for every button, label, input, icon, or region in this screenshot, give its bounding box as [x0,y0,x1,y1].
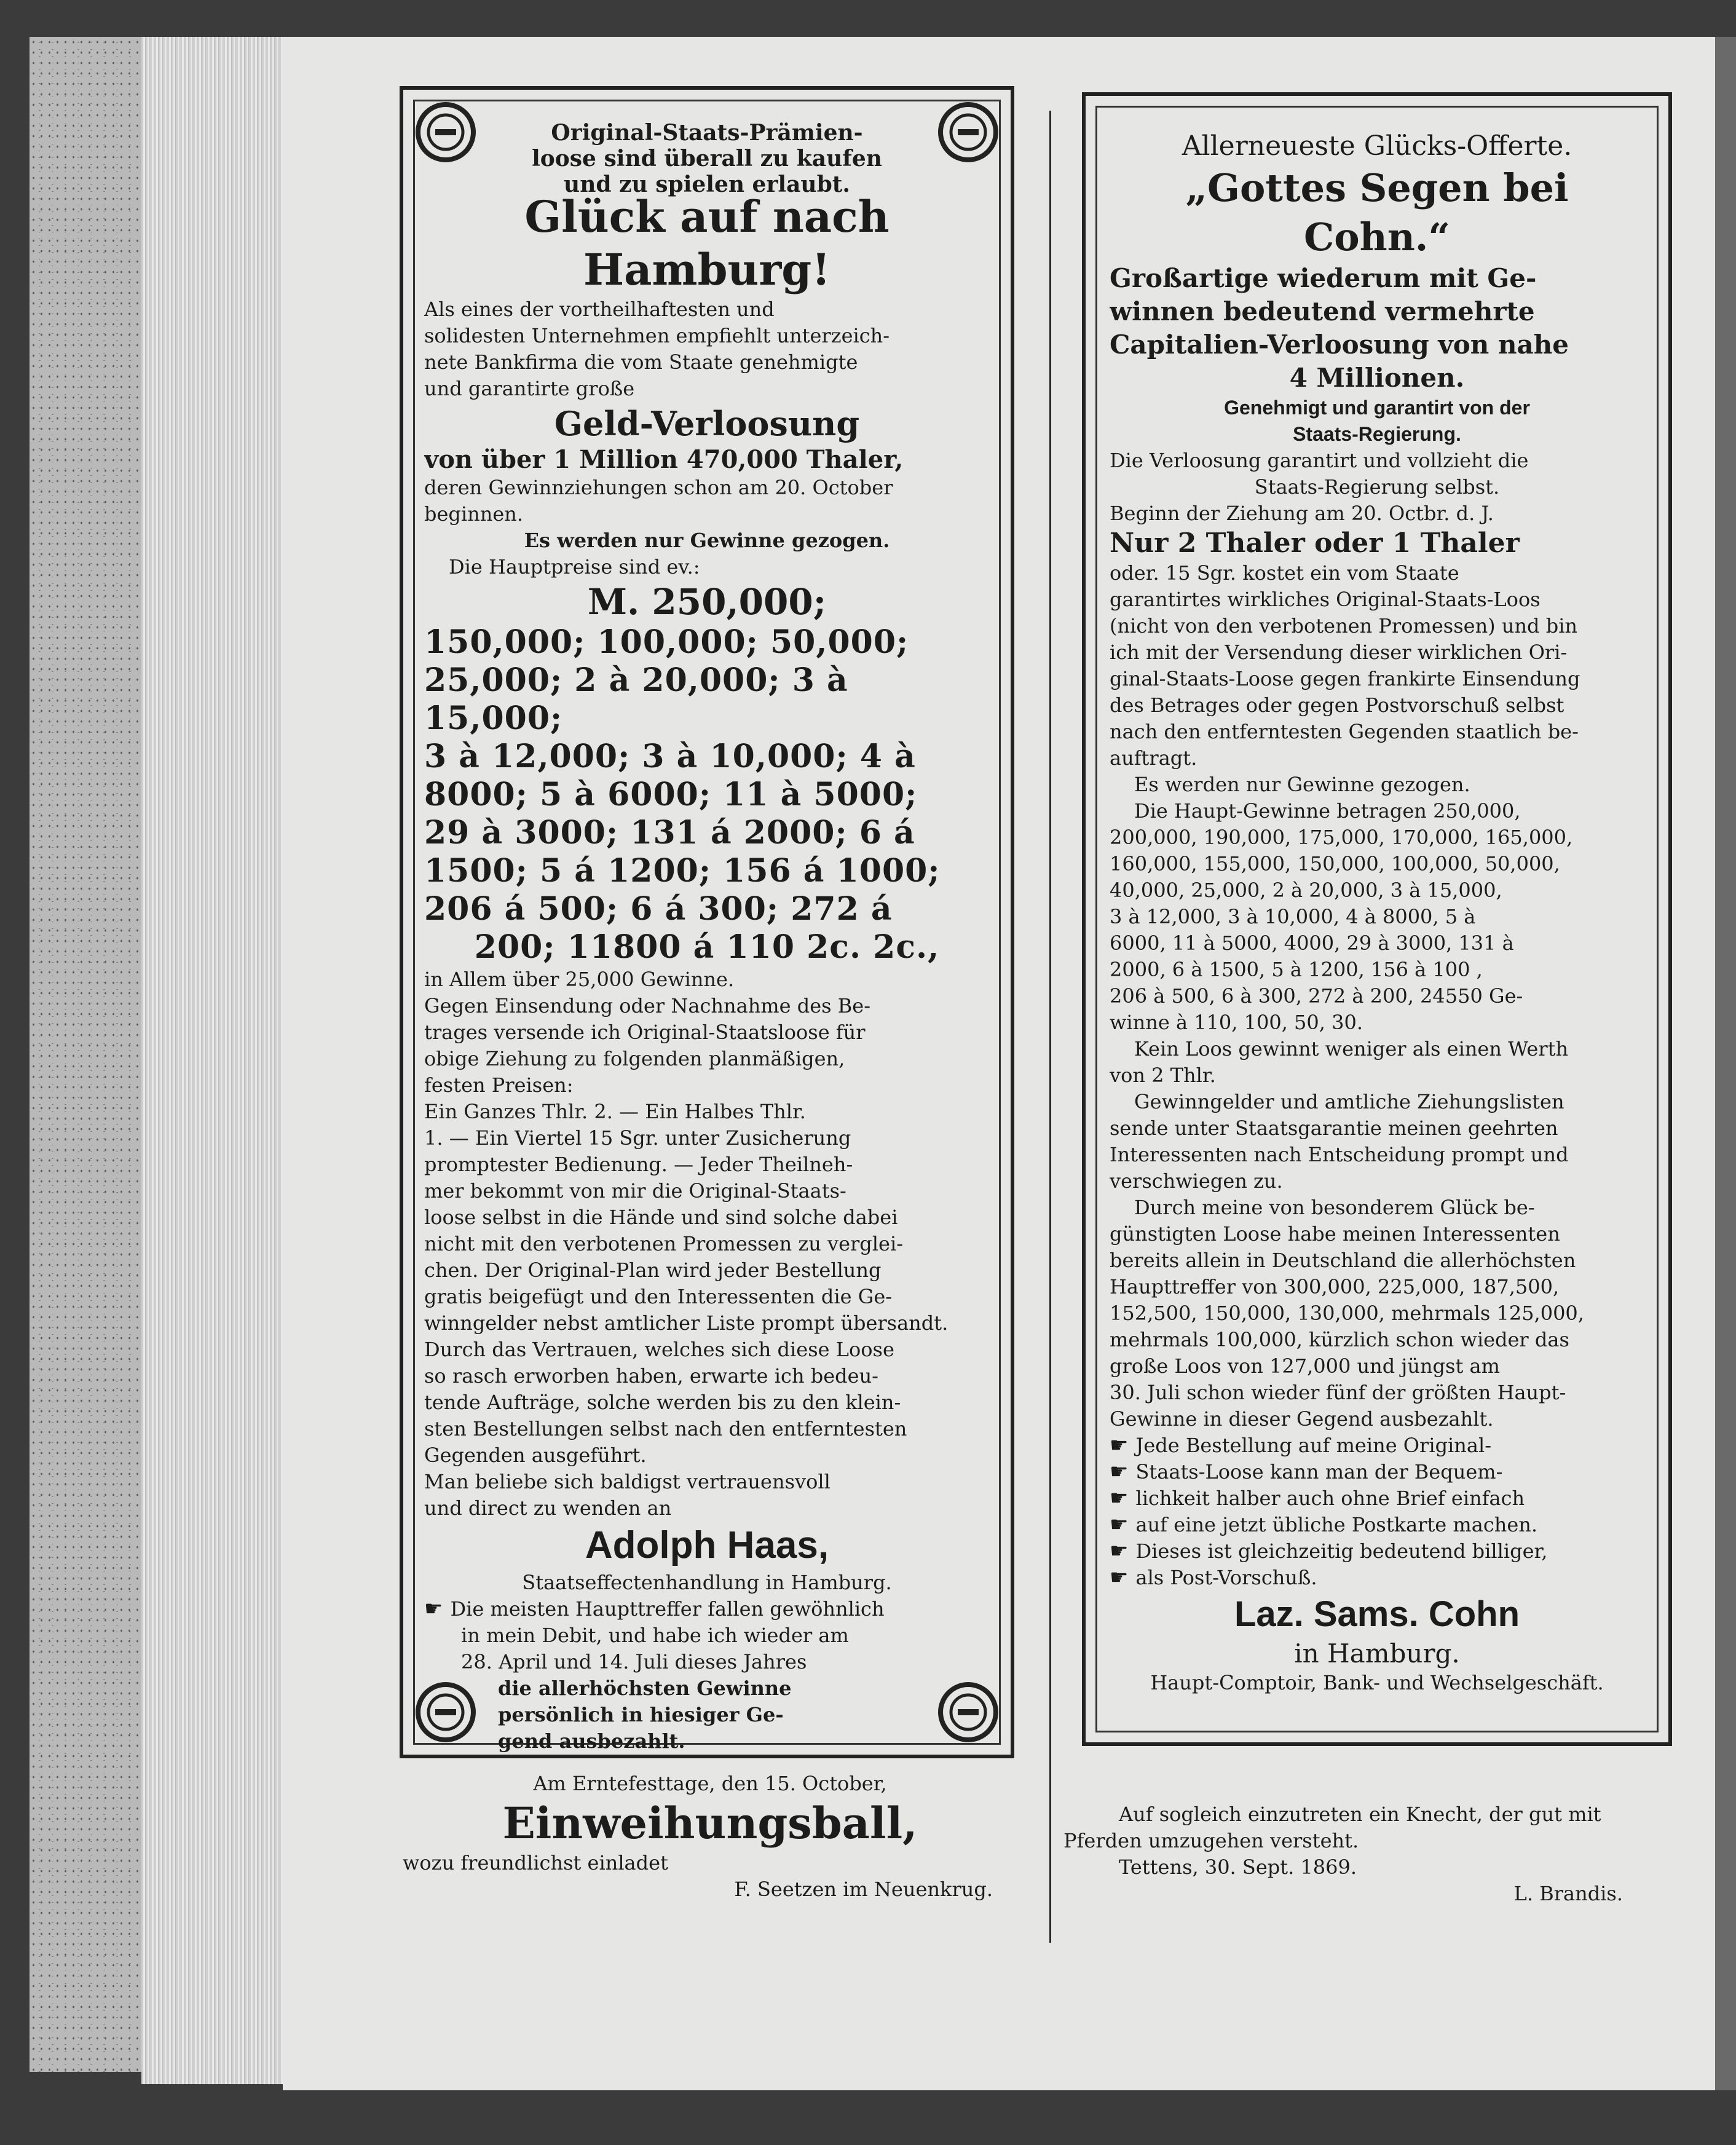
hand-line [1110,1512,1644,1538]
job-notice [1063,1801,1660,1918]
lead-line: 4 Millionen. [1289,363,1465,393]
hand-line-text: als Post-Vorschuß. [1135,1566,1317,1589]
intro-line: nete Bankfirma die vom Staate genehmigte [424,350,858,374]
page-gutter [1715,37,1736,2090]
lottery-title: Geld-Verloosung [554,404,860,443]
left-advertisement [400,86,1014,1758]
firm-name: Laz. Sams. Cohn [1234,1594,1520,1634]
body-line: (nicht von den verbotenen Promessen) und bin [1110,614,1578,638]
column-divider [1049,111,1051,1943]
prize-line: 150,000; 100,000; 50,000; [424,623,909,661]
body-line: mehrmals 100,000, kürzlich schon wieder das [1110,1328,1569,1351]
body-line: 40,000, 25,000, 2 à 20,000, 3 à 15,000, [1110,879,1502,902]
prize-line: 1500; 5 á 1200; 156 á 1000; [424,852,941,890]
body-line: 3 à 12,000, 3 à 10,000, 4 à 8000, 5 à [1110,905,1476,928]
body-line: Staats-Regierung selbst. [1254,475,1500,499]
prize-line: 25,000; 2 à 20,000; 3 à 15,000; [424,662,848,737]
book-cover [30,37,146,2072]
prize-line: 200; 11800 á 110 2c. 2c., [474,928,940,966]
body-line: bereits allein in Deutschland die allerhöchsten [1110,1249,1576,1272]
body-line: oder. 15 Sgr. kostet ein vom Staate [1110,561,1459,585]
body-line: chen. Der Original-Plan wird jeder Bestellung [424,1258,882,1282]
hand-line [1110,1565,1644,1591]
firm-subtitle: Staatseffectenhandlung in Hamburg. [522,1571,892,1594]
pointing-hand-icon: ☛ [1110,1460,1129,1484]
firm-name: Adolph Haas, [585,1524,829,1566]
approved-line: Staats-Regierung. [1293,423,1461,445]
lead-line: winnen bedeutend vermehrte [1110,296,1535,326]
body-line: mer bekommt von mir die Original-Staats- [424,1179,846,1203]
prize-total: in Allem über 25,000 Gewinne. [424,968,735,991]
body-line: tende Aufträge, solche werden bis zu den klein- [424,1391,901,1414]
body-line: Gewinne in dieser Gegend ausbezahlt. [1110,1407,1494,1431]
prize-line: 8000; 5 à 6000; 11 à 5000; [424,776,918,813]
body-line: Interessenten nach Entscheidung prompt und [1110,1143,1569,1166]
hand-line [1110,1432,1644,1459]
body-line: und direct zu wenden an [424,1496,672,1520]
body-line: günstigten Loose habe meinen Interessenten [1110,1222,1560,1246]
header-line: Allerneueste Glücks-Offerte. [1182,130,1572,162]
pointing-hand-icon: ☛ [1110,1539,1129,1563]
note-line: 28. April und 14. Juli dieses Jahres [461,1650,807,1673]
hand-line-text: Staats-Loose kann man der Bequem- [1135,1460,1503,1483]
body-line: auftragt. [1110,746,1197,770]
hand-line-text: auf eine jetzt übliche Postkarte machen. [1135,1513,1538,1536]
body-line: Durch meine von besonderem Glück be- [1134,1196,1535,1219]
right-advertisement [1082,92,1672,1746]
prize-line: 29 à 3000; 131 á 2000; 6 á [424,814,915,851]
body-line: ginal-Staats-Loose gegen frankirte Einsendung [1110,667,1580,690]
body-line: sende unter Staatsgarantie meinen geehrten [1110,1116,1558,1140]
body-line: Es werden nur Gewinne gezogen. [1134,773,1470,796]
ball-invite: wozu freundlichst einladet [403,1851,668,1874]
body-line: ich mit der Versendung dieser wirklichen Ori- [1110,641,1568,664]
lead-line: Großartige wiederum mit Ge- [1110,263,1537,293]
body-line: 206 à 500, 6 à 300, 272 à 200, 24550 Ge- [1110,984,1523,1008]
body-line: 30. Juli schon wieder fünf der größten Haupt- [1110,1381,1566,1404]
body-line: sten Bestellungen selbst nach den entferntesten [424,1417,907,1440]
page-edges [141,37,289,2084]
pointing-hand-icon: ☛ [1110,1512,1129,1537]
main-prizes-label: Die Hauptpreise sind ev.: [449,555,700,579]
pointing-hand-icon: ☛ [1110,1565,1129,1590]
body-line: winne à 110, 100, 50, 30. [1110,1011,1363,1034]
hand-line [1110,1459,1644,1485]
ball-date-line: Am Erntefesttage, den 15. October, [533,1772,887,1795]
prize-line: 3 à 12,000; 3 à 10,000; 4 à [424,738,916,775]
note-line: die allerhöchsten Gewinne [498,1677,792,1700]
hand-line [1110,1538,1644,1565]
body-line: große Loos von 127,000 und jüngst am [1110,1354,1500,1378]
job-date: Tettens, 30. Sept. 1869. [1119,1855,1357,1879]
header-line: und zu spielen erlaubt. [564,172,850,197]
body-line: Beginn der Ziehung am 20. Octbr. d. J. [1110,502,1494,525]
body-line: festen Preisen: [424,1073,574,1097]
body-line: 160,000, 155,000, 150,000, 100,000, 50,000, [1110,852,1560,875]
note-text: Die meisten Haupttreffer fallen gewöhnlich [450,1597,885,1621]
only-wins-line: Es werden nur Gewinne gezogen. [524,529,890,552]
ball-notice [403,1771,1017,1918]
ball-title: Einweihungsball, [502,1798,918,1849]
body-line: 152,500, 150,000, 130,000, mehrmals 125,000, [1110,1302,1584,1325]
body-line: obige Ziehung zu folgenden planmäßigen, [424,1047,845,1070]
amount-line: deren Gewinnziehungen schon am 20. October [424,476,893,499]
hand-line-text: Dieses ist gleichzeitig bedeutend billiger, [1135,1539,1548,1563]
hand-line-text: Jede Bestellung auf meine Original- [1135,1434,1492,1457]
firm-subtitle: Haupt-Comptoir, Bank- und Wechselgeschäft. [1150,1671,1604,1694]
amount-line: beginnen. [424,502,524,526]
body-line: gratis beigefügt und den Interessenten die Ge- [424,1285,893,1308]
body-line: Die Verloosung garantirt und vollzieht die [1110,449,1529,472]
note-line: gend ausbezahlt. [498,1729,685,1753]
body-line: verschwiegen zu. [1110,1169,1283,1193]
header-line: Original-Staats-Prämien- [551,120,863,146]
body-line: Gewinngelder und amtliche Ziehungslisten [1134,1090,1564,1113]
top-prize: M. 250,000; [587,581,827,623]
pointing-hand-icon: ☛ [1110,1486,1129,1511]
hand-line-text: lichkeit halber auch ohne Brief einfach [1135,1487,1525,1510]
amount-line: von über 1 Million 470,000 Thaler, [424,445,904,474]
approved-line: Genehmigt und garantirt von der [1224,397,1530,419]
body-line: 6000, 11 à 5000, 4000, 29 à 3000, 131 à [1110,931,1514,955]
intro-line: solidesten Unternehmen empfiehlt unterzeich- [424,324,890,347]
headline: Glück auf nach Hamburg! [524,191,890,295]
pointing-hand-icon: ☛ [424,1597,443,1621]
body-line: nach den entferntesten Gegenden staatlich be- [1110,720,1579,743]
body-line: Durch das Vertrauen, welches sich diese Loose [424,1338,894,1361]
body-line: des Betrages oder gegen Postvorschuß selbst [1110,693,1564,717]
intro-line: und garantirte große [424,377,635,400]
job-signature: L. Brandis. [1513,1882,1623,1905]
price-line: Nur 2 Thaler oder 1 Thaler [1110,527,1520,559]
right-ad-content [1110,129,1644,1694]
ball-signature: F. Seetzen im Neuenkrug. [734,1878,993,1901]
body-line: promptester Bedienung. — Jeder Theilneh- [424,1153,853,1176]
body-line: Kein Loos gewinnt weniger als einen Werth [1134,1037,1569,1061]
left-ad-body [424,191,990,1753]
body-line: 1. — Ein Viertel 15 Sgr. unter Zusicherung [424,1126,851,1150]
headline: „Gottes Segen bei Cohn.“ [1185,165,1569,259]
body-line: von 2 Thlr. [1110,1064,1216,1087]
note-line [424,1596,990,1622]
body-line: Ein Ganzes Thlr. 2. — Ein Halbes Thlr. [424,1100,806,1123]
body-line: Haupttreffer von 300,000, 225,000, 187,500, [1110,1275,1560,1298]
job-line: Auf sogleich einzutreten ein Knecht, der gut mit [1119,1803,1601,1826]
body-line: Die Haupt-Gewinne betragen 250,000, [1134,799,1521,823]
body-line: Gegenden ausgeführt. [424,1444,647,1467]
body-line: Gegen Einsendung oder Nachnahme des Be- [424,994,871,1017]
body-line: trages versende ich Original-Staatsloose für [424,1021,866,1044]
note-line: in mein Debit, und habe ich wieder am [461,1624,849,1647]
body-line: garantirtes wirkliches Original-Staats-Loos [1110,588,1541,611]
job-line: Pferden umzugehen versteht. [1063,1829,1359,1852]
prize-line: 206 á 500; 6 á 300; 272 á [424,890,893,928]
body-line: so rasch erworben haben, erwarte ich bedeu- [424,1364,878,1388]
header-line: loose sind überall zu kaufen [532,146,882,172]
lead-line: Capitalien-Verloosung von nahe [1110,330,1569,360]
body-line: nicht mit den verbotenen Promessen zu verglei- [424,1232,903,1255]
body-line: winngelder nebst amtlicher Liste prompt übersandt. [424,1311,949,1335]
firm-city: in Hamburg. [1294,1638,1460,1669]
note-line: persönlich in hiesiger Ge- [498,1703,784,1726]
body-line: 2000, 6 à 1500, 5 à 1200, 156 à 100 , [1110,958,1483,981]
body-line: Man beliebe sich baldigst vertrauensvoll [424,1470,831,1493]
intro-line: Als eines der vortheilhaftesten und [424,298,775,321]
pointing-hand-icon: ☛ [1110,1433,1129,1458]
body-line: 200,000, 190,000, 175,000, 170,000, 165,000, [1110,826,1573,849]
hand-line [1110,1485,1644,1512]
body-line: loose selbst in die Hände und sind solche dabei [424,1206,898,1229]
